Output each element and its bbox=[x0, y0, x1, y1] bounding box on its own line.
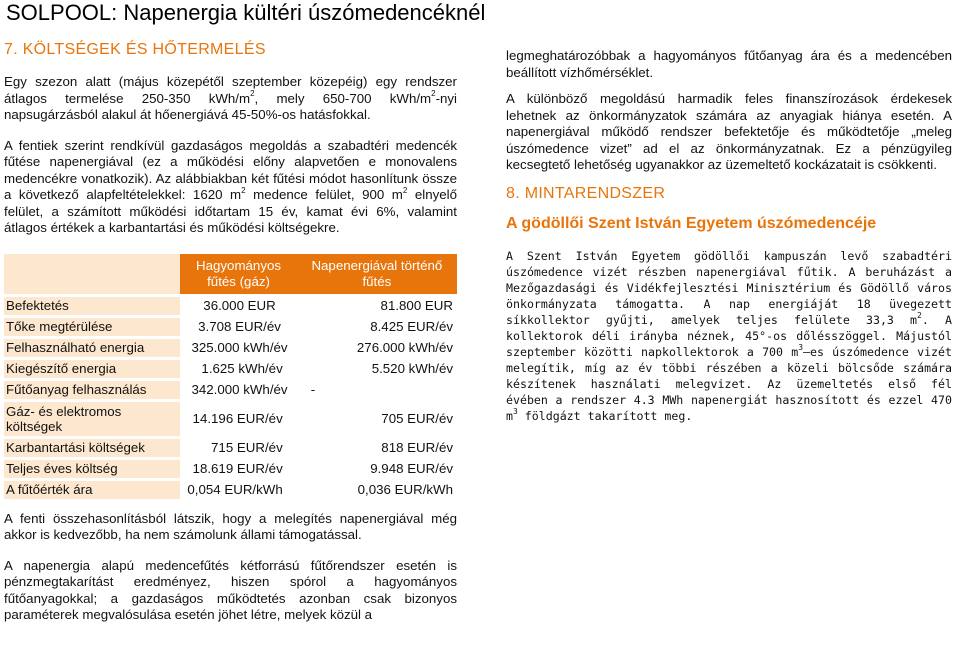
page-title: SOLPOOL: Napenergia kültéri úszómedencéknél bbox=[6, 0, 486, 25]
table-row bbox=[4, 400, 457, 437]
table-row bbox=[4, 316, 457, 337]
value-conventional: 342.000 kWh/év bbox=[180, 379, 296, 400]
row-label: Felhasználható energia bbox=[4, 337, 180, 358]
header-conventional-heating: Hagyományos fűtés (gáz) bbox=[180, 252, 296, 295]
table-row bbox=[4, 379, 457, 400]
superscript: 2 bbox=[431, 89, 436, 99]
paragraph-dual-source: A napenergia alapú medencefűtés kétforrású fűtőrendszer esetén is pénzmegtakarítást eredményez, hiszen spórol a hagyományos fűtőanyagokkal; a gazdaságos működtetés azonban csak bizonyos paraméterek megvalósulása esetén jöhet létre, melyek közül a bbox=[4, 557, 457, 622]
paragraph-godollo-description bbox=[506, 248, 952, 424]
text: –es úszómedence vizét melegítik, míg az év többi részében a közeli bölcsőde számára készítenek használati melegvizet. Az üzemeltetés első fél évében a rendszer 4.3 MWh napenergiát hasznosított és ezzel 470 m bbox=[506, 344, 952, 423]
table-row bbox=[4, 479, 457, 499]
superscript: 2 bbox=[250, 89, 255, 99]
value-conventional: 3.708 EUR/év bbox=[180, 316, 296, 337]
row-label: A fűtőérték ára bbox=[4, 479, 180, 499]
superscript: 2 bbox=[402, 185, 408, 195]
value-solar: 8.425 EUR/év bbox=[297, 316, 457, 337]
value-conventional: 1.625 kWh/év bbox=[180, 358, 296, 379]
value-solar: - bbox=[297, 379, 457, 400]
paragraph-continuation: legmeghatározóbbak a hagyományos fűtőanyag ára és a medencében beállított vízhőmérséklet. bbox=[506, 48, 952, 80]
text: -nyi napsugárzásból alakul át hőenergiává 45-50%-os hatásfokkal. bbox=[4, 90, 457, 122]
superscript: 2 bbox=[241, 185, 246, 195]
section-heading-costs: 7. KÖLTSÉGEK ÉS HŐTERMELÉS bbox=[4, 41, 266, 58]
table-corner-cell bbox=[4, 252, 180, 295]
value-solar: 818 EUR/év bbox=[297, 437, 457, 458]
value-solar: 0,036 EUR/kWh bbox=[297, 479, 457, 499]
table-row bbox=[4, 437, 457, 458]
text: elnyelő felület, a számított működési időtartam 15 év, kamat évi 6%, valamint átlagos értékek a karbantartási és működési költségekre. bbox=[4, 187, 458, 235]
paragraph-production bbox=[4, 74, 457, 124]
row-label: Tőke megtérülése bbox=[4, 316, 180, 337]
text: medence felület, 900 m bbox=[245, 187, 403, 202]
table-row bbox=[4, 358, 457, 379]
value-conventional: 36.000 EUR bbox=[180, 295, 296, 316]
superscript: 3 bbox=[798, 342, 804, 352]
section-heading-sample-system: 8. MINTARENDSZER bbox=[506, 184, 666, 202]
table-row bbox=[4, 337, 457, 358]
right-column bbox=[506, 48, 952, 424]
text: , mely 650-700 kWh/m bbox=[254, 90, 432, 106]
paragraph-financing: A különböző megoldású harmadik feles finanszírozások érdekesek lehetnek az önkormányzatok számára az anyagiak hiánya esetén. A napenergiával működő rendszer befektetője és működtetője „meleg úszómedence vizet” ad el az önkormányzatnak. Ez a pénzügyileg kecsegtető lehetőség ugyanakkor az üzemeltető kockázatait is csökkenti. bbox=[506, 91, 952, 172]
value-conventional: 715 EUR/év bbox=[180, 437, 296, 458]
text: Egy szezon alatt (május közepétől szeptember közepéig) egy rendszer átlagos termelése 250-350 kWh/m bbox=[4, 74, 457, 106]
sub-heading-godollo-pool: A gödöllői Szent István Egyetem úszómedencéje bbox=[506, 214, 877, 232]
value-solar: 705 EUR/év bbox=[297, 400, 457, 437]
value-solar: 276.000 kWh/év bbox=[297, 337, 457, 358]
header-solar-heating: Napenergiával történő fűtés bbox=[297, 252, 457, 295]
value-conventional: 325.000 kWh/év bbox=[180, 337, 296, 358]
table-header-row bbox=[4, 252, 457, 295]
row-label: Befektetés bbox=[4, 295, 180, 316]
text: A fentiek szerint rendkívül gazdaságos megoldás a szabadtéri medencék fűtése napenergiával (ez a működési előny alapvetően e monovalens medencékre vonatkozik). Az alábbiakban két fűtési módot hasonlítunk össze a következő alapfeltételekkel: 1620 m bbox=[4, 137, 457, 202]
text: . A kollektorok déli irányba néznek, 45°-os dőlésszöggel. Májustól szeptember közötti napkollektorok a 700 m bbox=[506, 312, 952, 359]
value-solar: 81.800 EUR bbox=[297, 295, 457, 316]
row-label: Teljes éves költség bbox=[4, 458, 180, 479]
left-column bbox=[4, 40, 457, 638]
row-label: Gáz- és elektromos költségek bbox=[4, 400, 180, 437]
cost-comparison-table bbox=[4, 251, 457, 499]
text: A Szent István Egyetem gödöllői kampuszán levő szabadtéri úszómedence vizét részben napenergiával fűtik. A beruházást a Mezőgazdasági és Vidékfejlesztési Minisztérium és Gödöllő város önkormányzata támogatta. A nap energiáját 18 üvegezett síkkollektor gyűjti, amelyek teljes felülete 33,3 m bbox=[506, 248, 952, 327]
text: földgázt takarított meg. bbox=[517, 408, 693, 423]
value-conventional: 18.619 EUR/év bbox=[180, 458, 296, 479]
value-conventional: 14.196 EUR/év bbox=[180, 400, 296, 437]
value-solar: 9.948 EUR/év bbox=[297, 458, 457, 479]
superscript: 2 bbox=[917, 310, 922, 320]
value-solar: 5.520 kWh/év bbox=[297, 358, 457, 379]
superscript: 3 bbox=[512, 406, 518, 416]
row-label: Fűtőanyag felhasználás bbox=[4, 379, 180, 400]
value-conventional: 0,054 EUR/kWh bbox=[180, 479, 296, 499]
table-row bbox=[4, 295, 457, 316]
table-row bbox=[4, 458, 457, 479]
paragraph-comparison-intro bbox=[4, 138, 457, 237]
paragraph-conclusion: A fenti összehasonlításból látszik, hogy a melegítés napenergiával még akkor is kedvezőbb, ha nem számolunk állami támogatással. bbox=[4, 510, 457, 542]
row-label: Kiegészítő energia bbox=[4, 358, 180, 379]
row-label: Karbantartási költségek bbox=[4, 437, 180, 458]
